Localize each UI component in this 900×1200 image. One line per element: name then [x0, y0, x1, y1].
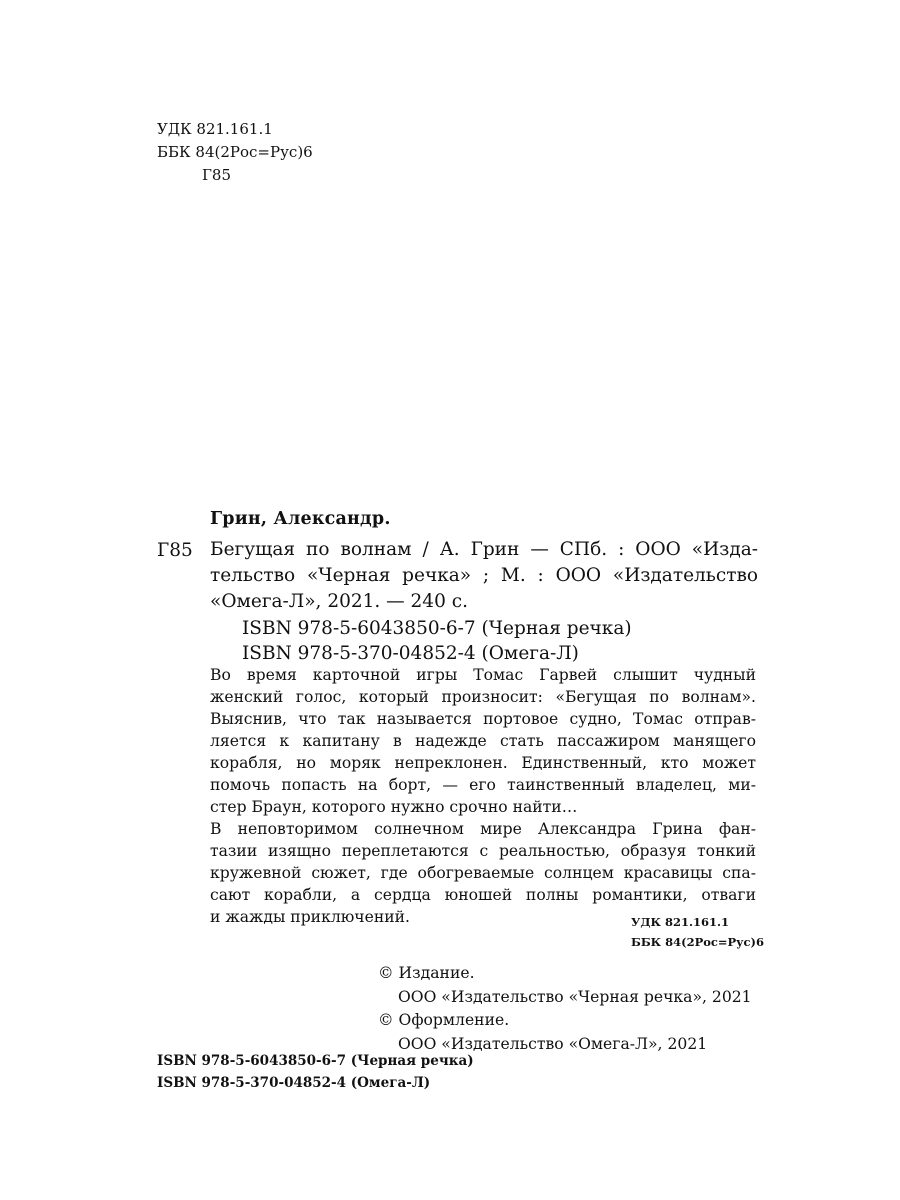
annotation-line: Выяснив, что так называется портовое судно, Томас отправ-	[210, 710, 756, 728]
description-line: тельство «Черная речка» ; М. : ООО «Издательство	[210, 565, 758, 586]
small-classification-block	[631, 912, 764, 952]
small-bbk-code: ББК 84(2Рос=Рус)6	[631, 935, 764, 949]
author-mark-top: Г85	[202, 166, 232, 184]
copyright-edition-holder: ООО «Издательство «Черная речка», 2021	[398, 987, 752, 1006]
annotation-line: Во время карточной игры Томас Гарвей слышит чудный	[210, 666, 756, 684]
isbn-line: ISBN 978-5-370-04852-4 (Омега-Л)	[242, 643, 579, 664]
copyright-design-holder: ООО «Издательство «Омега-Л», 2021	[398, 1034, 708, 1053]
annotation-line: помочь попасть на борт, — его таинственный владелец, ми-	[210, 776, 756, 794]
annotation-line: В неповторимом солнечном мире Александра Грина фан-	[210, 820, 756, 838]
annotation-line: ляется к капитану в надежде стать пассажиром манящего	[210, 732, 756, 750]
annotation	[210, 664, 756, 928]
annotation-line: корабля, но моряк непреклонен. Единственный, кто может	[210, 754, 756, 772]
entry-isbn-block	[242, 616, 632, 666]
copyright-block	[378, 962, 752, 1056]
copyright-design: © Оформление.	[378, 1011, 510, 1029]
annotation-line: и жажды приключений.	[210, 908, 410, 926]
isbn-line: ISBN 978-5-6043850-6-7 (Черная речка)	[242, 618, 632, 639]
annotation-line: тазии изящно переплетаются с реальностью, образуя тонкий	[210, 842, 756, 860]
annotation-line: сают корабли, а сердца юношей полны романтики, отваги	[210, 886, 756, 904]
author-mark: Г85	[157, 540, 193, 561]
bottom-isbn-line: ISBN 978-5-6043850-6-7 (Черная речка)	[157, 1053, 474, 1069]
annotation-line: кружевной сюжет, где обогреваемые солнцем красавицы спа-	[210, 864, 756, 882]
bottom-isbn-block	[157, 1050, 474, 1094]
small-udk-code: УДК 821.161.1	[631, 915, 730, 929]
copyright-edition: © Издание.	[378, 964, 475, 982]
bbk-code: ББК 84(2Рос=Рус)6	[157, 143, 313, 161]
description-line: «Омега-Л», 2021. — 240 с.	[210, 591, 468, 612]
description-line: Бегущая по волнам / А. Грин — СПб. : ООО «Изда-	[210, 539, 758, 560]
classification-block	[157, 118, 313, 187]
author-heading: Грин, Александр.	[210, 509, 391, 529]
udk-code: УДК 821.161.1	[157, 120, 273, 138]
annotation-line: стер Браун, которого нужно срочно найти…	[210, 798, 578, 816]
annotation-line: женский голос, который произносит: «Бегущая по волнам».	[210, 688, 756, 706]
bibliographic-description	[210, 537, 758, 615]
bottom-isbn-line: ISBN 978-5-370-04852-4 (Омега-Л)	[157, 1075, 431, 1091]
